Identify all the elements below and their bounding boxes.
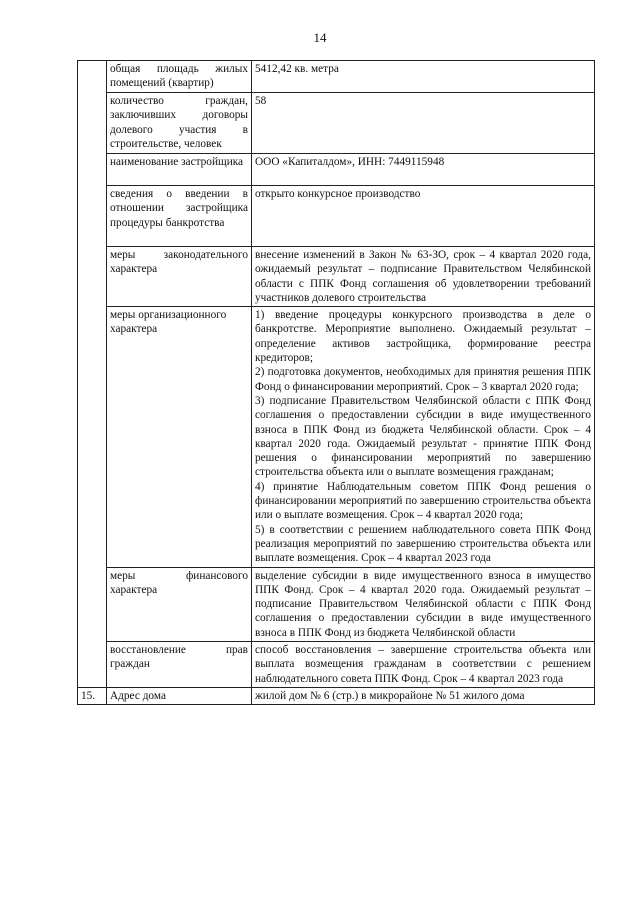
row-value — [252, 307, 595, 567]
row-value — [252, 642, 595, 688]
row-value-text: открыто конкурсное производство — [255, 188, 421, 200]
row-label: наименование застройщика — [107, 154, 252, 186]
row-label: сведения о введении в отношении застройщика процедуры банкротства — [107, 186, 252, 247]
measure-item-5: 5) в соответствии с решением наблюдательного совета ППК Фонд реализация мероприятий по завершению строительства объекта или выплате возмещения. Срок – 4 квартал 2023 года — [255, 523, 591, 565]
row-label: меры организационного характера — [107, 307, 252, 567]
row-value — [252, 154, 595, 186]
row-value — [252, 186, 595, 247]
table-row — [78, 247, 595, 307]
row-value — [252, 61, 595, 93]
row-label: Адрес дома — [107, 687, 252, 704]
item-number-cell — [78, 61, 107, 688]
row-label: меры законодательного характера — [107, 247, 252, 307]
table-row — [78, 307, 595, 567]
row-value — [252, 93, 595, 154]
housing-object-table — [77, 60, 595, 705]
item-number: 15. — [78, 687, 107, 704]
measure-item-1: 1) введение процедуры конкурсного производства в деле о банкротстве. Мероприятие выполнено. Ожидаемый результат – определение активов застройщика, формирование реестра кредиторов; — [255, 309, 591, 365]
table-row — [78, 642, 595, 688]
row-value: жилой дом № 6 (стр.) в микрорайоне № 51 жилого дома — [252, 687, 595, 704]
row-label: количество граждан, заключивших договоры долевого участия в строительстве, человек — [107, 93, 252, 154]
row-value-text: ООО «Капиталдом», ИНН: 7449115948 — [255, 156, 445, 168]
table-row — [78, 687, 595, 704]
measure-item-3: 3) подписание Правительством Челябинской области с ППК Фонд соглашения о предоставлении субсидии в виде имущественного взноса в ППК Фонд из бюджета Челябинской области. Срок – 4 квартал 2020 года. Ожидаемый результат - принятие ППК Фонд решения о финансировании мероприятий по завершению строительства объекта или о выплате возмещения гражданам; — [255, 394, 591, 479]
row-label: меры финансового характера — [107, 567, 252, 641]
row-label: восстановление прав граждан — [107, 642, 252, 688]
table-row — [78, 61, 595, 93]
row-value-text: внесение изменений в Закон № 63-ЗО, срок – 4 квартал 2020 года, ожидаемый результат – подписание Правительством Челябинской области с ППК Фонд соглашения об удовлетворении требований участников долевого строительства — [255, 249, 591, 304]
measure-item-4: 4) принятие Наблюдательным советом ППК Фонд решения о финансировании мероприятий по завершению строительства объекта или о выплате возмещения. Срок – 4 квартал 2020 года; — [255, 480, 591, 522]
row-value — [252, 567, 595, 641]
table-row — [78, 93, 595, 154]
row-value-text: 5412,42 кв. метра — [255, 63, 339, 75]
page-number: 14 — [313, 30, 327, 45]
measure-item-2: 2) подготовка документов, необходимых для принятия решения ППК Фонд о финансировании мероприятий. Срок – 3 квартал 2020 года; — [255, 366, 591, 393]
row-value — [252, 247, 595, 307]
row-value-text: способ восстановления – завершение строительства объекта или выплата возмещения гражданам в соответствии с решением наблюдательного совета ППК Фонд. Срок – 4 квартал 2023 года — [255, 644, 591, 685]
table-row — [78, 567, 595, 641]
table-row — [78, 186, 595, 247]
row-label: общая площадь жилых помещений (квартир) — [107, 61, 252, 93]
table-row — [78, 154, 595, 186]
row-value-text: 58 — [255, 95, 267, 107]
row-value-text: выделение субсидии в виде имущественного взноса в имущество ППК Фонд. Срок – 4 квартал 2020 года. Ожидаемый результат – подписание Правительством Челябинской области с ППК Фонд соглашения о предоставлении субсидии в виде имущественного взноса в ППК Фонд из бюджета Челябинской области — [255, 569, 591, 639]
